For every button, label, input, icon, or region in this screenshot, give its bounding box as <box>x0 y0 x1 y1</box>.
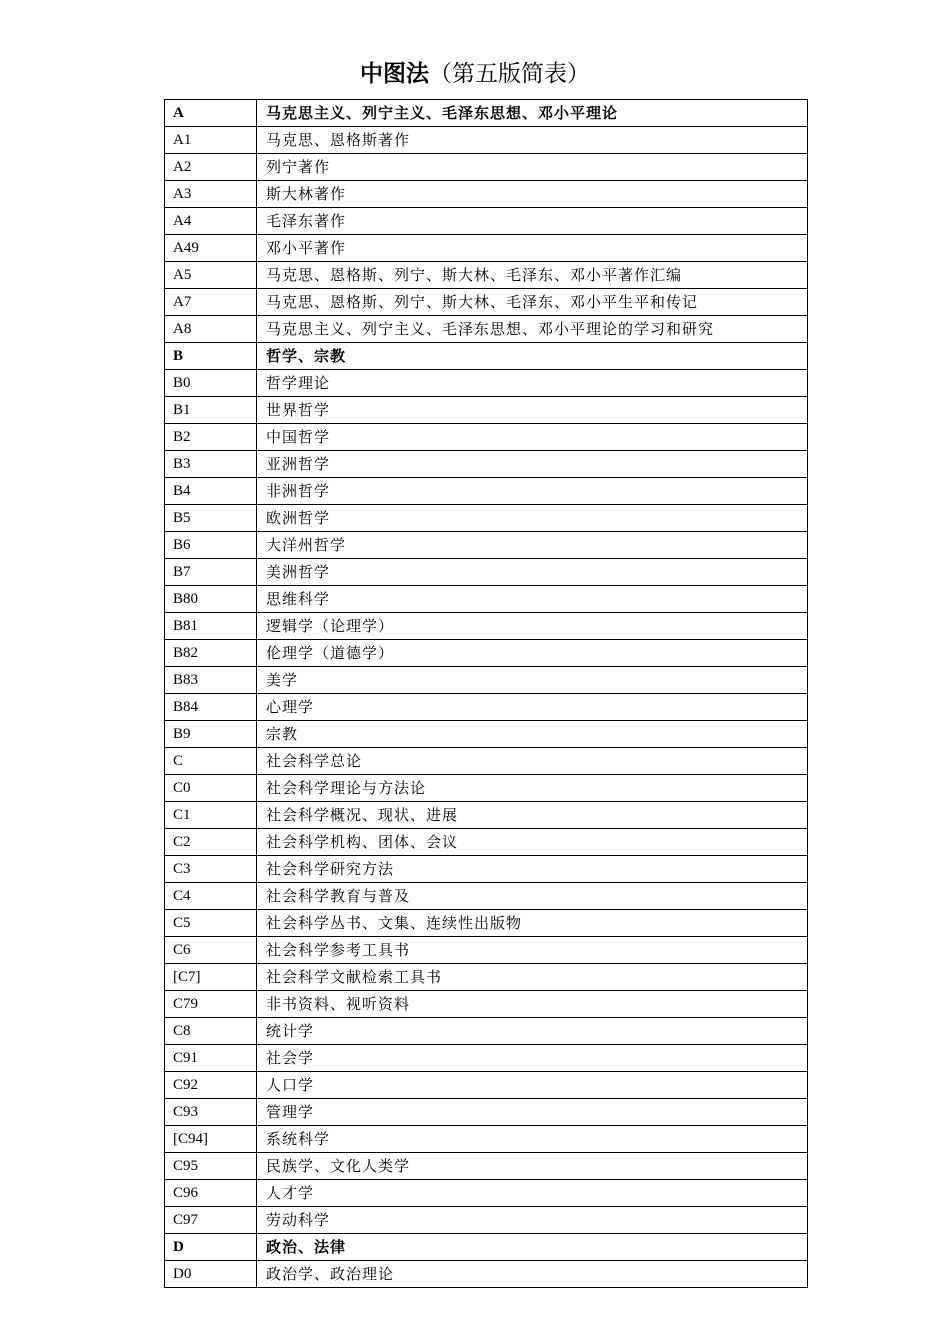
table-row <box>165 154 808 181</box>
page-title <box>0 58 950 90</box>
class-name: 美学 <box>257 667 808 694</box>
table-row <box>165 586 808 613</box>
class-name: 哲学理论 <box>257 370 808 397</box>
class-code: A49 <box>165 235 257 262</box>
class-code: B84 <box>165 694 257 721</box>
class-code: C95 <box>165 1153 257 1180</box>
class-code: A5 <box>165 262 257 289</box>
class-name: 马克思、恩格斯、列宁、斯大林、毛泽东、邓小平著作汇编 <box>257 262 808 289</box>
class-code: C2 <box>165 829 257 856</box>
class-code: B3 <box>165 451 257 478</box>
table-row <box>165 1180 808 1207</box>
class-code: C97 <box>165 1207 257 1234</box>
class-name: 马克思、恩格斯、列宁、斯大林、毛泽东、邓小平生平和传记 <box>257 289 808 316</box>
table-row <box>165 964 808 991</box>
class-name: 社会科学理论与方法论 <box>257 775 808 802</box>
classification-table-body <box>165 100 808 1288</box>
class-code: C5 <box>165 910 257 937</box>
class-name: 人才学 <box>257 1180 808 1207</box>
class-name: 欧洲哲学 <box>257 505 808 532</box>
table-row <box>165 775 808 802</box>
table-row <box>165 424 808 451</box>
class-heading-row <box>165 100 808 127</box>
class-name: 社会学 <box>257 1045 808 1072</box>
class-name: 非书资料、视听资料 <box>257 991 808 1018</box>
class-name: 中国哲学 <box>257 424 808 451</box>
table-row <box>165 370 808 397</box>
page-title-main: 中图法 <box>360 60 429 87</box>
table-row <box>165 721 808 748</box>
class-name: 邓小平著作 <box>257 235 808 262</box>
table-row <box>165 802 808 829</box>
table-row <box>165 613 808 640</box>
class-name: 社会科学机构、团体、会议 <box>257 829 808 856</box>
class-code: C3 <box>165 856 257 883</box>
table-row <box>165 883 808 910</box>
class-name: 心理学 <box>257 694 808 721</box>
table-row <box>165 1261 808 1288</box>
table-row <box>165 1153 808 1180</box>
table-row <box>165 1072 808 1099</box>
table-row <box>165 1099 808 1126</box>
class-name: 亚洲哲学 <box>257 451 808 478</box>
class-name: 社会科学参考工具书 <box>257 937 808 964</box>
class-name: 大洋州哲学 <box>257 532 808 559</box>
class-name: 毛泽东著作 <box>257 208 808 235</box>
table-row <box>165 478 808 505</box>
class-code: C0 <box>165 775 257 802</box>
class-code: [C94] <box>165 1126 257 1153</box>
class-code: C96 <box>165 1180 257 1207</box>
class-heading-row <box>165 1234 808 1261</box>
class-name: 非洲哲学 <box>257 478 808 505</box>
class-code: B6 <box>165 532 257 559</box>
class-code: B0 <box>165 370 257 397</box>
table-row <box>165 289 808 316</box>
class-name: 统计学 <box>257 1018 808 1045</box>
table-row <box>165 559 808 586</box>
class-name: 逻辑学（论理学） <box>257 613 808 640</box>
table-row <box>165 1126 808 1153</box>
class-code: C91 <box>165 1045 257 1072</box>
table-row <box>165 748 808 775</box>
class-code: B2 <box>165 424 257 451</box>
class-name: 民族学、文化人类学 <box>257 1153 808 1180</box>
table-row <box>165 1018 808 1045</box>
table-row <box>165 397 808 424</box>
class-code: B5 <box>165 505 257 532</box>
table-row <box>165 127 808 154</box>
table-row <box>165 262 808 289</box>
class-name: 哲学、宗教 <box>257 343 808 370</box>
class-code: B9 <box>165 721 257 748</box>
class-code: C79 <box>165 991 257 1018</box>
class-code: C1 <box>165 802 257 829</box>
class-name: 社会科学教育与普及 <box>257 883 808 910</box>
class-code: A <box>165 100 257 127</box>
class-code: A1 <box>165 127 257 154</box>
class-code: A2 <box>165 154 257 181</box>
table-row <box>165 1045 808 1072</box>
class-code: C4 <box>165 883 257 910</box>
class-name: 马克思、恩格斯著作 <box>257 127 808 154</box>
class-name: 社会科学总论 <box>257 748 808 775</box>
table-row <box>165 181 808 208</box>
class-code: B1 <box>165 397 257 424</box>
table-row <box>165 235 808 262</box>
table-row <box>165 640 808 667</box>
class-name: 社会科学丛书、文集、连续性出版物 <box>257 910 808 937</box>
class-name: 系统科学 <box>257 1126 808 1153</box>
class-heading-row <box>165 343 808 370</box>
table-row <box>165 991 808 1018</box>
table-row <box>165 208 808 235</box>
page-title-sub: （第五版简表） <box>429 61 590 87</box>
class-code: D0 <box>165 1261 257 1288</box>
table-row <box>165 937 808 964</box>
class-code: A4 <box>165 208 257 235</box>
table-row <box>165 910 808 937</box>
table-row <box>165 1207 808 1234</box>
class-code: C6 <box>165 937 257 964</box>
class-name: 美洲哲学 <box>257 559 808 586</box>
classification-table <box>164 99 808 1288</box>
class-name: 社会科学概况、现状、进展 <box>257 802 808 829</box>
class-name: 马克思主义、列宁主义、毛泽东思想、邓小平理论 <box>257 100 808 127</box>
class-name: 政治学、政治理论 <box>257 1261 808 1288</box>
class-code: A3 <box>165 181 257 208</box>
class-code: A7 <box>165 289 257 316</box>
table-row <box>165 667 808 694</box>
class-name: 世界哲学 <box>257 397 808 424</box>
class-code: B7 <box>165 559 257 586</box>
class-code: C8 <box>165 1018 257 1045</box>
class-code: B4 <box>165 478 257 505</box>
class-name: 斯大林著作 <box>257 181 808 208</box>
class-name: 政治、法律 <box>257 1234 808 1261</box>
table-row <box>165 451 808 478</box>
class-code: A8 <box>165 316 257 343</box>
class-name: 马克思主义、列宁主义、毛泽东思想、邓小平理论的学习和研究 <box>257 316 808 343</box>
class-name: 社会科学研究方法 <box>257 856 808 883</box>
table-row <box>165 505 808 532</box>
class-code: B83 <box>165 667 257 694</box>
table-row <box>165 829 808 856</box>
class-name: 伦理学（道德学） <box>257 640 808 667</box>
class-code: C93 <box>165 1099 257 1126</box>
class-code: B82 <box>165 640 257 667</box>
table-row <box>165 856 808 883</box>
class-code: B <box>165 343 257 370</box>
class-name: 劳动科学 <box>257 1207 808 1234</box>
class-code: C <box>165 748 257 775</box>
class-name: 社会科学文献检索工具书 <box>257 964 808 991</box>
table-row <box>165 694 808 721</box>
class-name: 管理学 <box>257 1099 808 1126</box>
class-name: 人口学 <box>257 1072 808 1099</box>
table-row <box>165 532 808 559</box>
class-name: 宗教 <box>257 721 808 748</box>
class-code: B80 <box>165 586 257 613</box>
class-code: D <box>165 1234 257 1261</box>
class-code: [C7] <box>165 964 257 991</box>
class-name: 列宁著作 <box>257 154 808 181</box>
table-row <box>165 316 808 343</box>
class-code: B81 <box>165 613 257 640</box>
class-code: C92 <box>165 1072 257 1099</box>
class-name: 思维科学 <box>257 586 808 613</box>
